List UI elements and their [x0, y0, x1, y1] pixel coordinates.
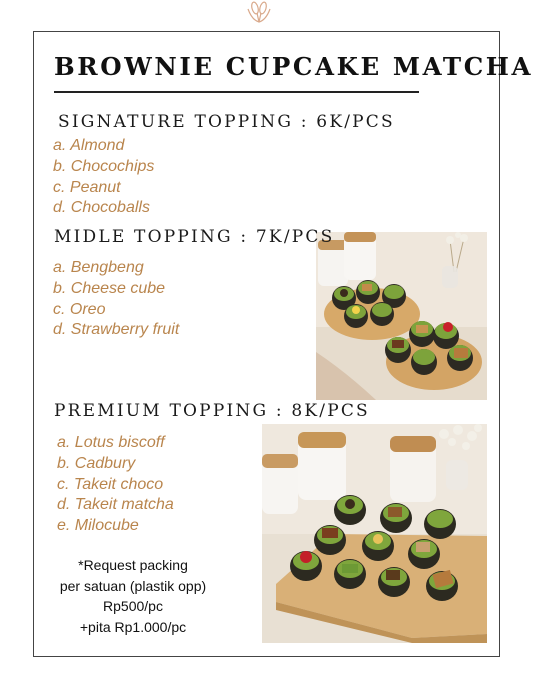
- list-item: c. Takeit choco: [57, 475, 164, 493]
- list-item: c. Peanut: [53, 178, 121, 196]
- list-item: d. Takeit matcha: [57, 496, 174, 514]
- list-item: a. Lotus biscoff: [57, 434, 165, 451]
- list-item: e. Milocube: [57, 517, 139, 535]
- note-line: Rp500/pc: [103, 598, 163, 615]
- premium-list: [57, 433, 174, 537]
- premium-heading: PREMIUM TOPPING : 8K/PCS: [54, 401, 370, 421]
- signature-list: [53, 136, 154, 219]
- menu-title: BROWNIE CUPCAKE MATCHA: [54, 52, 533, 81]
- note-line: per satuan (plastik opp): [59, 577, 207, 594]
- middle-list: [53, 258, 179, 341]
- list-item: a. Bengbeng: [53, 259, 144, 276]
- list-item: a. Almond: [53, 137, 125, 154]
- list-item: d. Strawberry fruit: [53, 321, 180, 339]
- list-item: d. Chocoballs: [53, 199, 150, 217]
- cupcake-photo-premium: [262, 424, 487, 643]
- list-item: b. Cheese cube: [53, 279, 166, 297]
- whisk-logo-icon: [241, 0, 277, 26]
- cupcake-photo-middle: [316, 232, 487, 400]
- note-line: *Request packing: [78, 557, 188, 573]
- list-item: b. Cadbury: [57, 454, 136, 472]
- middle-heading: MIDLE TOPPING : 7K/PCS: [54, 227, 335, 247]
- packing-note: [33, 555, 233, 638]
- title-underline: [54, 91, 419, 93]
- note-line: +pita Rp1.000/pc: [79, 619, 187, 636]
- list-item: b. Chocochips: [53, 157, 155, 175]
- signature-heading: SIGNATURE TOPPING : 6K/PCS: [58, 112, 395, 132]
- list-item: c. Oreo: [53, 300, 106, 318]
